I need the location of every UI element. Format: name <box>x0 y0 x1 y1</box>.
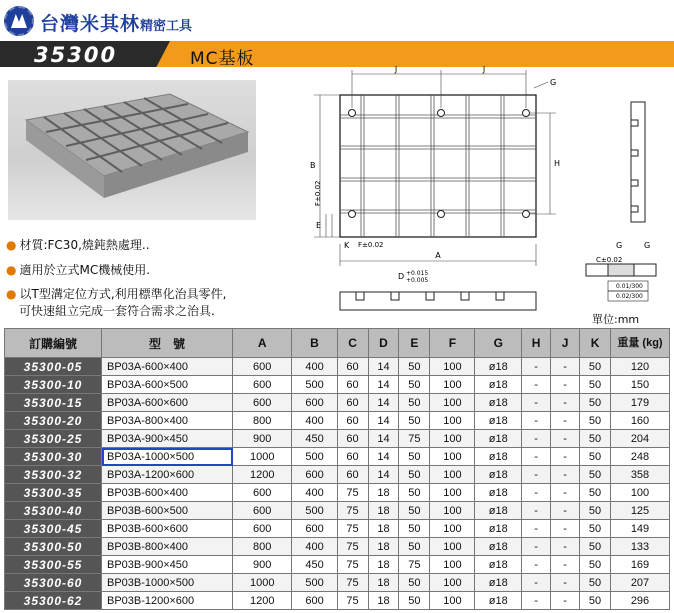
spec-cell: ø18 <box>475 412 522 430</box>
feature-item-1: ● 材質:FC30,燒鈍熱處理.. <box>6 238 150 252</box>
feature-item-3: ● 以T型溝定位方式,利用標準化治具零件, <box>6 287 227 301</box>
spec-cell: 75 <box>337 538 368 556</box>
dim-j1: J <box>394 66 398 74</box>
spec-cell: 50 <box>580 556 611 574</box>
spec-cell: 50 <box>399 448 430 466</box>
spec-cell: 400 <box>292 538 337 556</box>
col-header: H <box>522 329 551 358</box>
spec-cell: 14 <box>368 430 399 448</box>
spec-cell: 800 <box>233 412 292 430</box>
spec-cell: 1200 <box>233 466 292 484</box>
spec-cell: - <box>551 448 580 466</box>
spec-cell: 50 <box>399 484 430 502</box>
spec-cell: - <box>522 592 551 610</box>
table-row <box>5 538 670 556</box>
spec-cell: 60 <box>337 430 368 448</box>
spec-cell: 100 <box>430 358 475 376</box>
spec-cell: 50 <box>580 466 611 484</box>
model-cell: BP03A-600×500 <box>102 376 233 394</box>
spec-cell: 169 <box>611 556 670 574</box>
tolerance-2: 0.02/300 <box>616 293 643 300</box>
model-cell: BP03A-900×450 <box>102 430 233 448</box>
spec-cell: 14 <box>368 448 399 466</box>
table-row <box>5 466 670 484</box>
col-header: 訂購編號 <box>5 329 102 358</box>
spec-cell: 100 <box>611 484 670 502</box>
col-header: 重量 (kg) <box>611 329 670 358</box>
dim-a: A <box>435 251 441 260</box>
spec-cell: 100 <box>430 538 475 556</box>
spec-cell: 600 <box>292 520 337 538</box>
table-row <box>5 502 670 520</box>
order-code-cell: 35300-32 <box>5 466 102 484</box>
spec-cell: 100 <box>430 376 475 394</box>
spec-cell: 50 <box>580 412 611 430</box>
dim-f-vertical: F±0.02 <box>314 180 322 206</box>
spec-cell: 18 <box>368 556 399 574</box>
dim-f-horizontal: F±0.02 <box>358 241 384 249</box>
spec-cell: 14 <box>368 466 399 484</box>
model-cell: BP03B-600×400 <box>102 484 233 502</box>
spec-cell: 75 <box>399 430 430 448</box>
spec-cell: ø18 <box>475 466 522 484</box>
model-cell: BP03B-1200×600 <box>102 592 233 610</box>
spec-cell: 900 <box>233 556 292 574</box>
spec-cell: 800 <box>233 538 292 556</box>
spec-cell: 50 <box>580 574 611 592</box>
spec-cell: 50 <box>399 592 430 610</box>
spec-cell: - <box>522 520 551 538</box>
model-cell: BP03B-600×600 <box>102 520 233 538</box>
spec-cell: 50 <box>399 376 430 394</box>
spec-cell: - <box>551 574 580 592</box>
spec-cell: 100 <box>430 502 475 520</box>
spec-cell: 50 <box>399 538 430 556</box>
spec-cell: 600 <box>292 592 337 610</box>
spec-cell: - <box>522 556 551 574</box>
order-code-cell: 35300-20 <box>5 412 102 430</box>
model-cell: BP03B-800×400 <box>102 538 233 556</box>
order-code-cell: 35300-35 <box>5 484 102 502</box>
spec-cell: 18 <box>368 592 399 610</box>
spec-cell: 100 <box>430 448 475 466</box>
spec-cell: 358 <box>611 466 670 484</box>
spec-cell: ø18 <box>475 592 522 610</box>
spec-cell: 50 <box>399 412 430 430</box>
table-row <box>5 376 670 394</box>
order-code-cell: 35300-40 <box>5 502 102 520</box>
spec-cell: 60 <box>337 412 368 430</box>
model-cell: BP03A-1000×500 <box>102 448 233 466</box>
spec-cell: 100 <box>430 466 475 484</box>
unit-label: 單位:mm <box>592 313 640 326</box>
spec-cell: 248 <box>611 448 670 466</box>
company-logo-icon <box>4 6 34 36</box>
spec-cell: - <box>551 466 580 484</box>
spec-cell: 50 <box>580 394 611 412</box>
order-code-cell: 35300-60 <box>5 574 102 592</box>
spec-cell: ø18 <box>475 448 522 466</box>
table-row <box>5 484 670 502</box>
order-code-cell: 35300-62 <box>5 592 102 610</box>
spec-cell: 400 <box>292 484 337 502</box>
spec-cell: 75 <box>337 484 368 502</box>
spec-cell: 75 <box>399 556 430 574</box>
spec-cell: - <box>551 358 580 376</box>
order-code-cell: 35300-55 <box>5 556 102 574</box>
spec-cell: 149 <box>611 520 670 538</box>
spec-cell: 296 <box>611 592 670 610</box>
spec-cell: - <box>551 538 580 556</box>
table-row <box>5 394 670 412</box>
product-photo <box>8 80 256 220</box>
spec-cell: 50 <box>399 358 430 376</box>
order-code-cell: 35300-30 <box>5 448 102 466</box>
spec-cell: 14 <box>368 376 399 394</box>
product-name: MC基板 <box>190 49 255 69</box>
col-header: B <box>292 329 337 358</box>
spec-cell: 75 <box>337 556 368 574</box>
spec-cell: 18 <box>368 574 399 592</box>
spec-cell: - <box>551 376 580 394</box>
spec-cell: 14 <box>368 412 399 430</box>
col-header: E <box>399 329 430 358</box>
spec-cell: 500 <box>292 448 337 466</box>
spec-cell: 50 <box>580 520 611 538</box>
dim-j2: J <box>482 66 486 74</box>
spec-cell: - <box>551 520 580 538</box>
dim-c: C±0.02 <box>596 256 623 264</box>
spec-cell: 150 <box>611 376 670 394</box>
spec-cell: 900 <box>233 430 292 448</box>
spec-cell: 60 <box>337 376 368 394</box>
table-row <box>5 430 670 448</box>
spec-cell: 100 <box>430 484 475 502</box>
spec-cell: - <box>522 574 551 592</box>
spec-cell: 400 <box>292 358 337 376</box>
col-header: C <box>337 329 368 358</box>
spec-table <box>4 328 670 610</box>
spec-cell: ø18 <box>475 520 522 538</box>
spec-cell: 600 <box>233 358 292 376</box>
product-code: 35300 <box>34 43 118 67</box>
spec-cell: 50 <box>580 538 611 556</box>
g-mark-right: G <box>644 241 651 250</box>
dim-b: B <box>310 161 316 170</box>
spec-cell: 50 <box>399 574 430 592</box>
spec-cell: 50 <box>580 592 611 610</box>
col-header: D <box>368 329 399 358</box>
spec-cell: 600 <box>233 394 292 412</box>
spec-cell: - <box>522 430 551 448</box>
spec-cell: 14 <box>368 394 399 412</box>
spec-cell: 500 <box>292 574 337 592</box>
table-row <box>5 520 670 538</box>
spec-cell: 50 <box>399 394 430 412</box>
spec-cell: 100 <box>430 394 475 412</box>
g-mark-left: G <box>616 241 623 250</box>
model-cell: BP03A-600×600 <box>102 394 233 412</box>
order-code-cell: 35300-25 <box>5 430 102 448</box>
spec-cell: - <box>522 502 551 520</box>
spec-cell: 207 <box>611 574 670 592</box>
spec-cell: 60 <box>337 466 368 484</box>
spec-cell: - <box>551 412 580 430</box>
spec-cell: 50 <box>399 466 430 484</box>
spec-cell: 18 <box>368 520 399 538</box>
spec-cell: 160 <box>611 412 670 430</box>
model-cell: BP03A-800×400 <box>102 412 233 430</box>
table-row <box>5 358 670 376</box>
order-code-cell: 35300-45 <box>5 520 102 538</box>
spec-cell: - <box>522 466 551 484</box>
spec-cell: ø18 <box>475 502 522 520</box>
dim-g: G <box>550 78 557 87</box>
dim-h: H <box>554 159 561 168</box>
model-cell: BP03A-1200×600 <box>102 466 233 484</box>
spec-cell: 400 <box>292 412 337 430</box>
spec-cell: 600 <box>233 376 292 394</box>
spec-cell: ø18 <box>475 484 522 502</box>
table-header-row <box>5 329 670 358</box>
spec-cell: 100 <box>430 520 475 538</box>
spec-cell: - <box>551 556 580 574</box>
spec-cell: 100 <box>430 430 475 448</box>
spec-cell: 600 <box>233 484 292 502</box>
spec-cell: 500 <box>292 376 337 394</box>
spec-cell: - <box>522 484 551 502</box>
order-code-cell: 35300-05 <box>5 358 102 376</box>
spec-cell: 204 <box>611 430 670 448</box>
table-row <box>5 412 670 430</box>
spec-cell: 75 <box>337 574 368 592</box>
spec-cell: 60 <box>337 358 368 376</box>
spec-cell: - <box>522 376 551 394</box>
dim-e: E <box>316 221 322 230</box>
spec-cell: 14 <box>368 358 399 376</box>
spec-cell: 125 <box>611 502 670 520</box>
table-row <box>5 574 670 592</box>
order-code-cell: 35300-50 <box>5 538 102 556</box>
spec-cell: ø18 <box>475 358 522 376</box>
spec-cell: 50 <box>399 520 430 538</box>
spec-cell: 75 <box>337 592 368 610</box>
spec-cell: 60 <box>337 448 368 466</box>
spec-cell: 450 <box>292 430 337 448</box>
table-row <box>5 556 670 574</box>
spec-cell: 50 <box>580 358 611 376</box>
spec-cell: - <box>551 430 580 448</box>
spec-cell: 600 <box>292 466 337 484</box>
dim-d: D <box>398 272 405 281</box>
spec-cell: 50 <box>399 502 430 520</box>
spec-cell: 100 <box>430 412 475 430</box>
spec-cell: 1000 <box>233 574 292 592</box>
model-cell: BP03B-900×450 <box>102 556 233 574</box>
spec-cell: - <box>522 538 551 556</box>
spec-cell: 500 <box>292 502 337 520</box>
spec-cell: 600 <box>233 502 292 520</box>
spec-cell: 120 <box>611 358 670 376</box>
tolerance-1: 0.01/300 <box>616 283 643 290</box>
spec-cell: 1200 <box>233 592 292 610</box>
spec-cell: 50 <box>580 376 611 394</box>
spec-cell: - <box>522 358 551 376</box>
table-row <box>5 448 670 466</box>
spec-cell: 1000 <box>233 448 292 466</box>
spec-cell: - <box>551 502 580 520</box>
spec-cell: - <box>551 484 580 502</box>
spec-cell: 100 <box>430 574 475 592</box>
spec-cell: 50 <box>580 448 611 466</box>
spec-cell: 50 <box>580 484 611 502</box>
spec-cell: - <box>522 448 551 466</box>
model-cell: BP03A-600×400 <box>102 358 233 376</box>
spec-cell: 100 <box>430 592 475 610</box>
spec-cell: ø18 <box>475 538 522 556</box>
feature-item-4: 可快速組立完成一套符合需求之治具. <box>19 304 215 318</box>
dim-d-tol-bottom: +0.005 <box>406 277 429 284</box>
model-cell: BP03B-600×500 <box>102 502 233 520</box>
feature-item-2: ● 適用於立式MC機械使用. <box>6 263 151 277</box>
dim-k: K <box>344 241 350 250</box>
spec-cell: 18 <box>368 502 399 520</box>
spec-cell: 600 <box>292 394 337 412</box>
spec-cell: 18 <box>368 484 399 502</box>
spec-cell: ø18 <box>475 394 522 412</box>
spec-cell: 75 <box>337 520 368 538</box>
order-code-cell: 35300-15 <box>5 394 102 412</box>
spec-cell: 18 <box>368 538 399 556</box>
company-name: 台灣米其林精密工具 <box>40 13 193 35</box>
spec-cell: 50 <box>580 502 611 520</box>
spec-cell: ø18 <box>475 376 522 394</box>
spec-cell: 75 <box>337 502 368 520</box>
col-header: 型 號 <box>102 329 233 358</box>
spec-cell: 133 <box>611 538 670 556</box>
dim-d-tol-top: +0.015 <box>406 270 429 277</box>
spec-cell: 60 <box>337 394 368 412</box>
col-header: A <box>233 329 292 358</box>
spec-cell: 600 <box>233 520 292 538</box>
spec-cell: - <box>522 394 551 412</box>
col-header: G <box>475 329 522 358</box>
spec-cell: ø18 <box>475 574 522 592</box>
spec-cell: ø18 <box>475 556 522 574</box>
col-header: J <box>551 329 580 358</box>
technical-drawing <box>286 66 672 316</box>
spec-cell: - <box>522 412 551 430</box>
col-header: F <box>430 329 475 358</box>
model-cell: BP03B-1000×500 <box>102 574 233 592</box>
spec-cell: 100 <box>430 556 475 574</box>
spec-cell: - <box>551 394 580 412</box>
spec-cell: - <box>551 592 580 610</box>
spec-cell: 450 <box>292 556 337 574</box>
spec-cell: ø18 <box>475 430 522 448</box>
spec-cell: 50 <box>580 430 611 448</box>
col-header: K <box>580 329 611 358</box>
order-code-cell: 35300-10 <box>5 376 102 394</box>
table-row <box>5 592 670 610</box>
spec-cell: 179 <box>611 394 670 412</box>
